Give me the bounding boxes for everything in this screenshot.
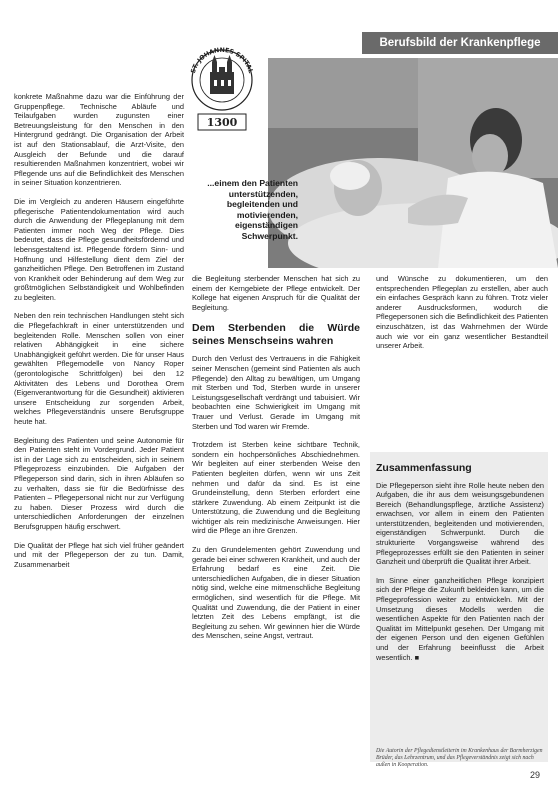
col3-paragraph-2: Die Pflegeperson sieht ihre Rolle heute neben den Aufgaben, die ihr aus dem weisungsgebundenen Bereich (Behandlungspflege, ärztliche Assistenz) erwachsen, vor allem in einem den Patienten unterstützenden, begleitenden und motivierenden, eigenständigen Schwerpunkt. Durch die strukturierte Vorgangsweise während des Pflegeprozesses erfüllt sie den Patienten in seiner Ganzheit und überprüft die Qualität ihrer Arbeit. [376, 480, 544, 567]
page-number: 29 [530, 770, 541, 780]
col2-paragraph-3: Trotzdem ist Sterben keine sichtbare Technik, sondern ein hochpersönliches Abschiednehmen. Wir begleiten auf einer sterbenden Weise den Patienten begleiten dürfen, wenn wir uns Zeit nehmen und dafür da sind. Es ist eine Grundeinstellung, denn Sterben erfordert eine stärkere Zuwendung. Ab einem Zeitpunkt ist die Unterstützung, die Zuwendung und die Begleitung wichtiger als rein medizinische Anweisungen. Hier wird die Pflege an ihre Grenzen. [192, 440, 360, 536]
column-1 [14, 92, 184, 578]
column-2 [192, 274, 360, 650]
column-3-summary [376, 462, 544, 671]
col1-paragraph-3: Neben den rein technischen Handlungen steht sich die Pflegefachkraft in einer unterstützenden und begleitenden Rolle. Menschen sollen von einer relativen Abhängigkeit in eine sichere Unabhängigkeit geführt werden. Die für unser Haus gewählten Pflegemodelle von Nancy Roper (gerontologische Schrittfolgen) bei den 12 Aktivitäten des Lebens und Dorothea Orem (Eigenverantwortung für die Gesundheit) aktivieren unsere Entscheidung zur sorgenden Arbeit, welches Pflegeverständnis unsere Berufsgruppe heute hat. [14, 311, 184, 426]
col2-paragraph-1: die Begleitung sterbender Menschen hat sich zu einem der Kerngebiete der Pflege entwickelt. Der Kollege hat eigenen Anspruch für die Qualität der Begleitung. [192, 274, 360, 312]
col3-paragraph-3: Im Sinne einer ganzheitlichen Pflege konzipiert sich der Pflege die Zukunft bekleiden kann, um die Pflegeprofession weiter zu entwickeln. Mit der Umsetzung dieses Modells werden die wesentlichen Aspekte für den Patienten nach der Qualität im Mittelpunkt gesehen. Der Umgang mit der eigenen Person und den eigenen Gefühlen und der Erfahrung beeinflusst die Arbeit wesentlich. ■ [376, 575, 544, 662]
photo-caption: ...einem den Patienten unterstützenden, begleitenden und motivierenden, eigenständigen Schwerpunkt. [207, 178, 298, 241]
author-footnote: Die Autorin der Pflegedienstleiterin im Krankenhaus der Barmherzigen Brüder, das Lehrzentrum, und das Pflegeverständnis zeigt sich nach außen in Kooperation. [376, 748, 543, 768]
col1-paragraph-1: konkrete Maßnahme dazu war die Einführung der Gruppenpflege. Technische Abläufe und Teilaufgaben wurden zugunsten einer Betreuungsleistung für den Menschen in den Hintergrund gedrängt. Die Organisation der Arbeit ist auf den Stationsablauf, die Arzt-Visite, den Ausgleich der Befunde und die darauf resultierenden Maßnahmen konzentriert, wobei wir Pflegende uns auf die Befindlichkeit des Menschen in seiner Situation konzentrieren. [14, 92, 184, 188]
nurse-patient-photo [268, 58, 558, 268]
hospital-logo [188, 40, 256, 140]
col1-paragraph-5: Die Qualität der Pflege hat sich viel früher geändert und mit der Pflegeperson der zu tun. Damit, Zusammenarbeit [14, 540, 184, 569]
col2-heading: Dem Sterbenden die Würde seines Menschseins wahren [192, 322, 360, 347]
col1-paragraph-2: Die im Vergleich zu anderen Häusern eingeführte pflegerische Patientendokumentation wird auch durch die Anwendung der Pflegeplanung mit dem Patienten immer noch Weg der Pflege. Dies bedeutet, dass die Pflege gesundheitsfördernd und lebensgestaltend ist. Pflegende fördern Sinn- und Hoffnung und Hilfestellung dient dem Ziel der ganzheitlichen Pflege. Den Betroffenen im Zustand von Krankheit oder Behinderung auf dem Weg zur größtmöglichen Selbständigkeit und Wohlbefinden zu begleiten. [14, 196, 184, 302]
summary-heading: Zusammenfassung [376, 462, 472, 474]
logo-year: 1300 [206, 116, 238, 129]
col2-paragraph-4: Zu den Grundelementen gehört Zuwendung und gerade bei einer schweren Krankheit, und auch der Erfahrung bedarf es eine Zeit. Die unterschiedlichen Aufgaben, die in dieser Situation nötig sind, welche eine mitmenschliche Begleitung ermöglichen, sind wesentlich für die Pflege. Mit Qualität und Zuwendung, die der Patient in einer letzten Zeit des Lebens empfängt, ist die Begleitung zu sehen. Wir gewinnen hier die Würde des Menschen, seine Angst, vertraut. [192, 545, 360, 641]
column-3-top [376, 274, 548, 360]
col3-paragraph-1: und Wünsche zu dokumentieren, um den entsprechenden Pflegeplan zu erstellen, aber auch ein einfaches Gespräch kann zu führen. Trotz vieler anderer Ausdrucksformen, wodurch die Pflegepersonen sich die Befindlichkeit des Patienten einzuschätzen, ist das Wahrnehmen der Würde auch wie vor ein ganz wesentlicher Bestandteil unserer Arbeit. [376, 274, 548, 351]
col2-paragraph-2: Durch den Verlust des Vertrauens in die Fähigkeit seiner Menschen (gemeint sind Patienten als auch Pflegende) den Alltag zu bewältigen, um Umgang mit Sterben und Tod, Sterben wurde in unserer Leistungsgesellschaft verdrängt und tabuisiert. Wir beobachten eine Schwierigkeit im Umgang mit Trauer und Verlust. Gerade im Umgang mit Sterben und Tod waren wir Fremde. [192, 354, 360, 431]
col1-paragraph-4: Begleitung des Patienten und seine Autonomie für den Patienten steht im Vordergrund. Jeder Patient ist in der Lage sich zu entscheiden, sich in seinem Pflegeprozess einzubinden. Die Aufgaben der Pflegeperson sind darin, sich in ihren Abläufen so zu verhalten, dass sie für die Bedürfnisse des Patienten – Pflegepersonal nicht nur zur Verfügung zu haben. Dieser Prozess wird durch die unterschiedlichen Anforderungen der einzelnen Berufsgruppen häufig erschwert. [14, 435, 184, 531]
section-header: Berufsbild der Krankenpflege [362, 32, 558, 54]
logo-ring-text: ST. JOHANNES SPITAL [189, 46, 255, 75]
